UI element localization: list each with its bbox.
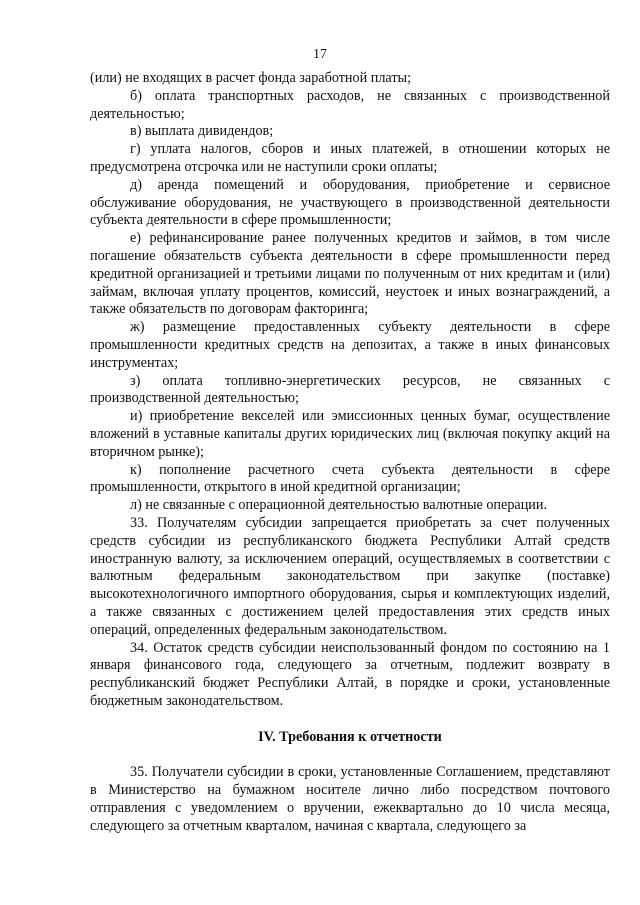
page-number: 17 [313,47,327,62]
paragraph: л) не связанные с операционной деятельностью валютные операции. [130,497,548,514]
paragraph: 33. Получателям субсидии запрещается приобретать за счет полученных средств субсидии из республиканского бюджета Республики Алтай средств иностранную валюту, за исключением операций, осуществляемых в соответствии с валютным федеральным законодательством при закупке (поставке) высокотехнологичного импортного оборудования, сырья и комплектующих изделий, а также связанных с достижением целей предоставления этих средств иных операций, определенных федеральным законодательством. [90,514,610,638]
paragraph: в) выплата дивидендов; [130,123,274,140]
section-heading: IV. Требования к отчетности [258,728,442,745]
paragraph: г) уплата налогов, сборов и иных платежей, в отношении которых не предусмотрена отсрочка или не наступили сроки оплаты; [90,141,610,175]
paragraph: е) рефинансирование ранее полученных кредитов и займов, в том числе погашение обязательств субъекта деятельности в сфере промышленности перед кредитной организацией и третьими лицами по полученным от них кредитам и (или) займам, включая уплату процентов, комиссий, неустоек и иных вознаграждений, а также обязательств по договорам факторинга; [90,230,610,318]
paragraph: ж) размещение предоставленных субъекту деятельности в сфере промышленности кредитных средств на депозитах, а также в иных финансовых инструментах; [90,319,610,371]
paragraph: к) пополнение расчетного счета субъекта деятельности в сфере промышленности, открытого в иной кредитной организации; [90,461,610,496]
paragraph: 34. Остаток средств субсидии неиспользованный фондом по состоянию на 1 января финансового года, следующего за отчетным, подлежит возврату в республиканский бюджет Республики Алтай, в порядке и сроки, установленные бюджетным законодательством. [90,639,610,709]
paragraph: (или) не входящих в расчет фонда заработной платы; [90,70,412,86]
paragraph: д) аренда помещений и оборудования, приобретение и сервисное обслуживание оборудования, не участвующего в производственной деятельности субъекта деятельности в сфере промышленности; [90,176,610,229]
paragraph: 35. Получатели субсидии в сроки, установленные Соглашением, представляют в Министерство на бумажном носителе лично либо посредством почтового отправления с уведомлением о вручении, ежеквартально до 10 числа месяца, следующего за отчетным кварталом, начиная с квартала, следующего за [90,764,610,834]
paragraphs-before-heading [90,70,610,711]
paragraph: б) оплата транспортных расходов, не связанных с производственной деятельностью; [90,87,610,122]
paragraph: и) приобретение векселей или эмиссионных ценных бумаг, осуществление вложений в уставные капиталы других юридических лиц (включая покупку акций на вторичном рынке); [90,408,610,460]
paragraph: з) оплата топливно-энергетических ресурсов, не связанных с производственной деятельностью; [90,372,610,407]
paragraphs-after-heading [90,764,610,835]
document-body [90,70,610,836]
